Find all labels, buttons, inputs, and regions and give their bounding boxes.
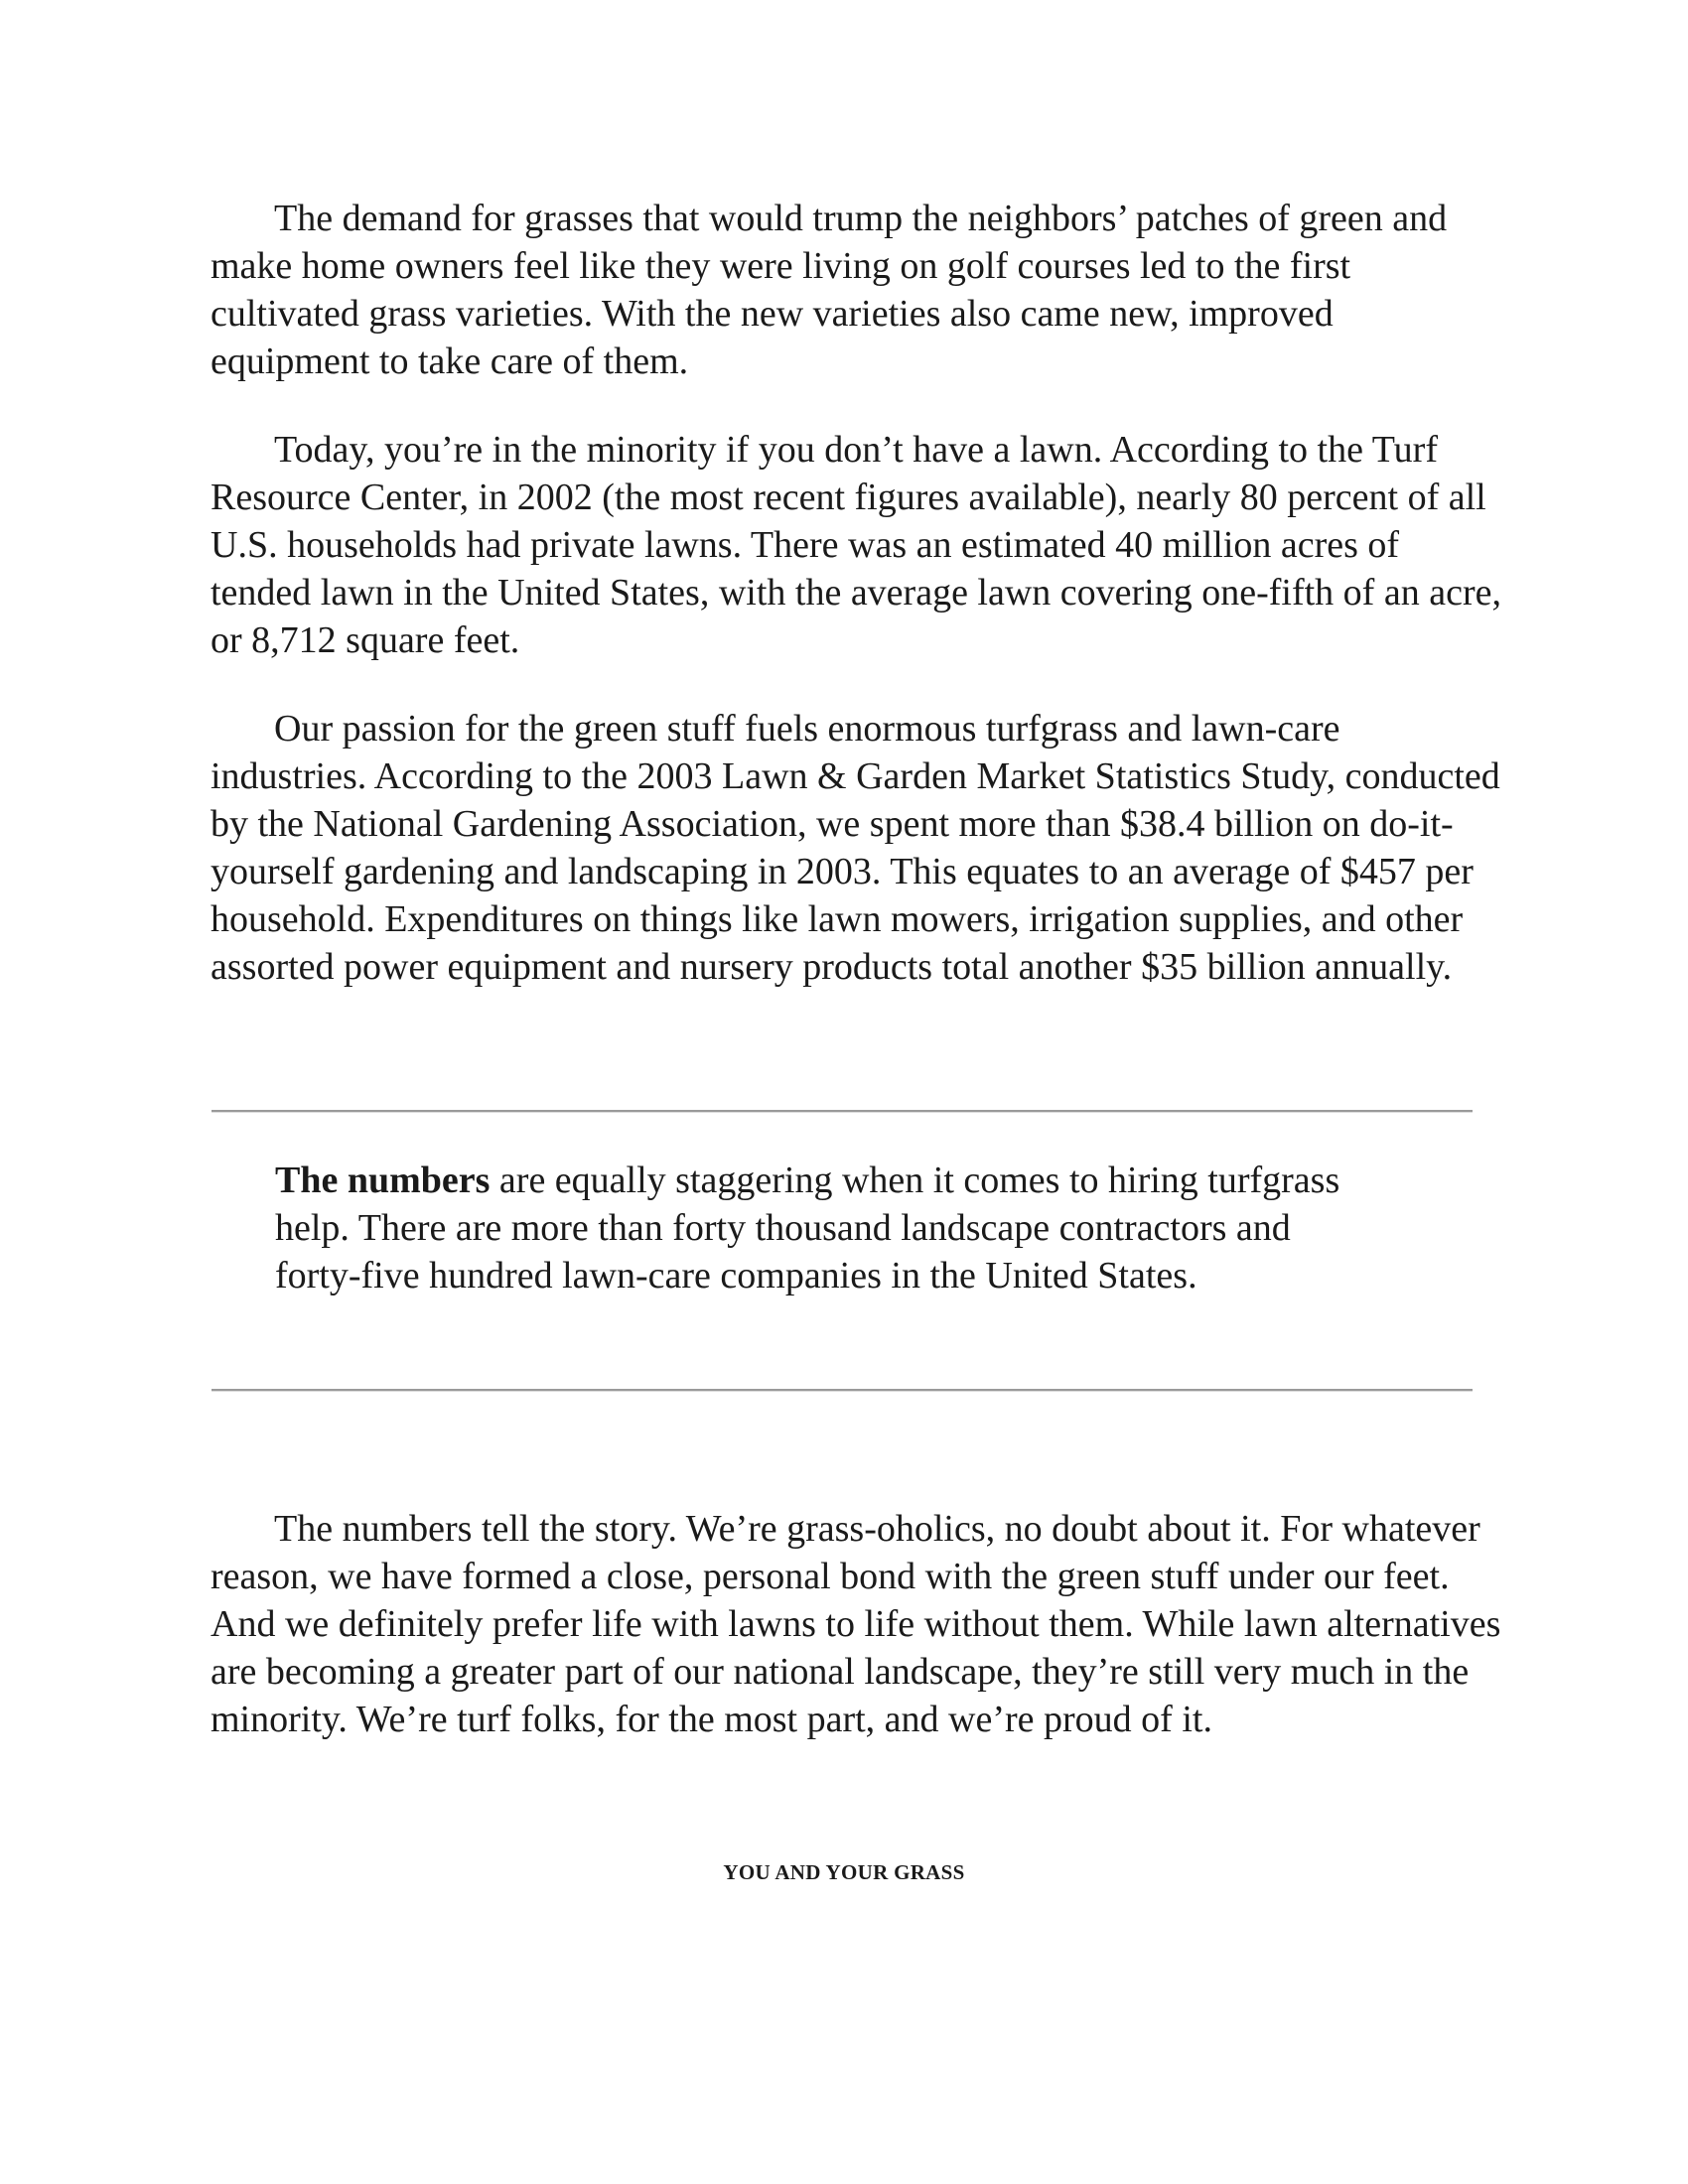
closing-section	[211, 1505, 1501, 1743]
paragraph-grass-demand: The demand for grasses that would trump the neighbors’ patches of green and make home owners feel like they were living on golf courses led to the first cultivated grass varieties. With the new varieties also came new, improved equipment to take care of them.	[211, 198, 1448, 382]
running-footer: YOU AND YOUR GRASS	[723, 1860, 965, 1884]
paragraph-industry-spending: Our passion for the green stuff fuels enormous turfgrass and lawn-care industries. According to the 2003 Lawn & Garden Market Statistics Study, conducted by the National Gardening Association, we spent more than $38.4 billion on do-it-yourself gardening and landscaping in 2003. This equates to an average of $457 per household. Expenditures on things like lawn mowers, irrigation supplies, and other assorted power equipment and nursery products total another $35 billion annually.	[211, 708, 1500, 988]
callout-text: are equally staggering when it comes to hiring turfgrass help. There are more than forty thousand landscape contractors and forty-five hundred lawn-care companies in the United States.	[275, 1160, 1340, 1297]
callout-box	[275, 1157, 1377, 1299]
paragraph-lawn-statistics: Today, you’re in the minority if you don’t have a lawn. According to the Turf Resource Center, in 2002 (the most recent figures available), nearly 80 percent of all U.S. households had private lawns. There was an estimated 40 million acres of tended lawn in the United States, with the average lawn covering one-fifth of an acre, or 8,712 square feet.	[211, 429, 1501, 661]
paragraph-closing: The numbers tell the story. We’re grass-oholics, no doubt about it. For whatever reason, we have formed a close, personal bond with the green stuff under our feet. And we definitely prefer life with lawns to life without them. While lawn alternatives are becoming a greater part of our national landscape, they’re still very much in the minority. We’re turf folks, for the most part, and we’re proud of it.	[211, 1508, 1501, 1740]
callout-top-rule	[211, 1110, 1473, 1113]
callout-bottom-rule	[211, 1389, 1473, 1392]
body-text	[211, 195, 1501, 991]
callout-lead: The numbers	[275, 1160, 491, 1201]
